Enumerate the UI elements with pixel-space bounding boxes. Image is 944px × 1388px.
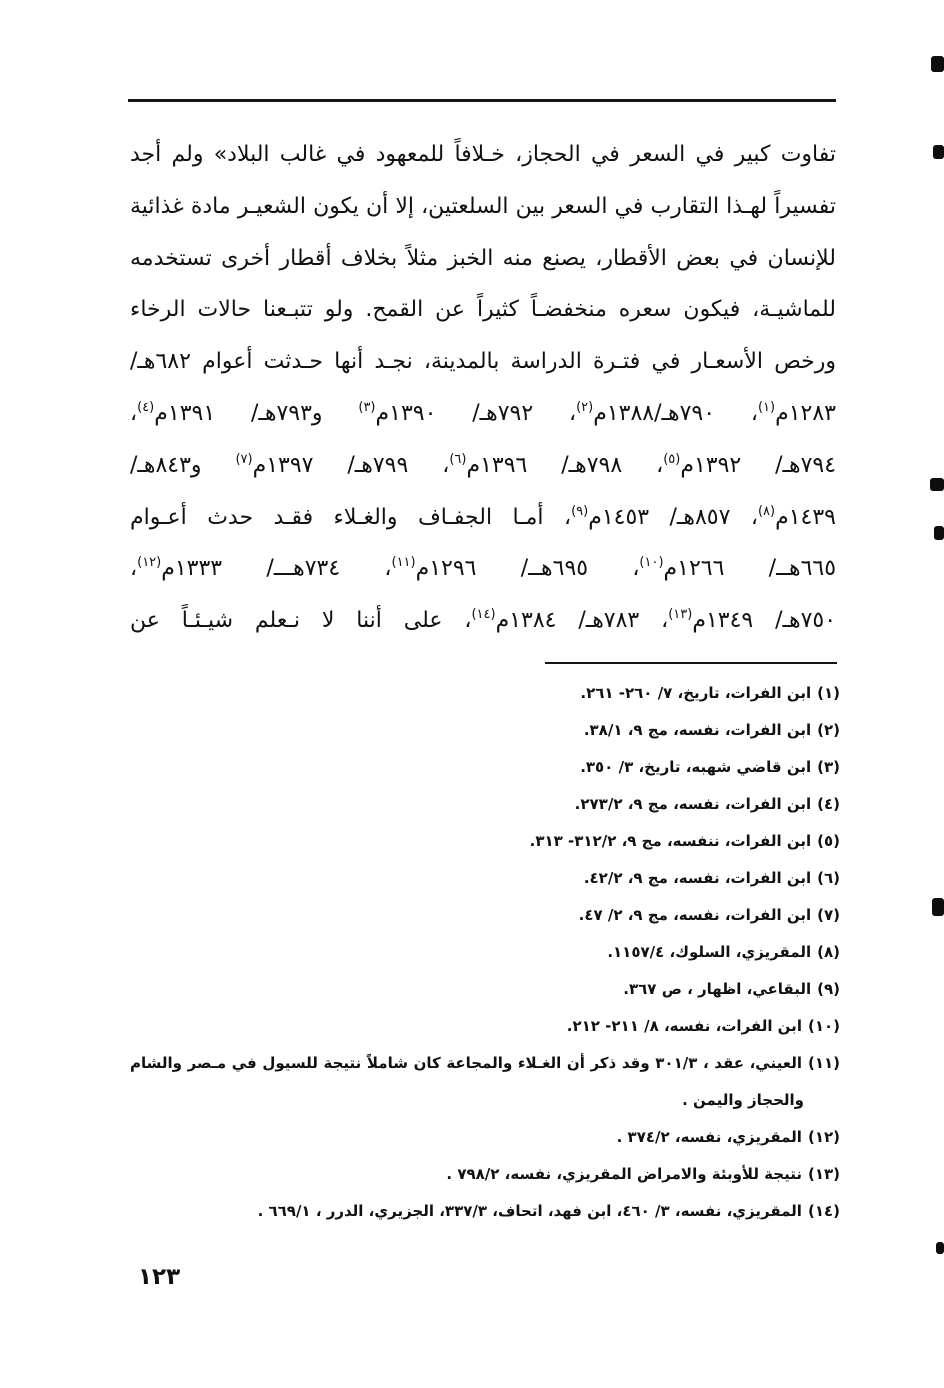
footnote-ref: (١) (757, 399, 776, 415)
footnote-number: (١١) (807, 1054, 840, 1072)
text-segment: تفاوت كبير في السعر في الحجاز، خـلافاً للمعهود في غالب البلاد» ولم أجد (130, 142, 836, 167)
scan-edge-mark (932, 898, 944, 916)
footnote-text: ابن الفرات، ننفسه، مج ٩، ٣١٢/٢- ٣١٣. (529, 832, 812, 850)
footnote-ref: (٧) (235, 451, 253, 467)
footnote (130, 1045, 840, 1082)
footnote-ref: (٩) (571, 503, 589, 519)
footnote-text: ابن الفرات، نفسه، ٨/ ٢١١- ٢١٢. (566, 1017, 802, 1035)
footnote (130, 786, 840, 823)
footnote-text: ابن الفرات، نفسه، مج ٩، ٤٢/٢. (583, 869, 812, 887)
footnote (130, 749, 840, 786)
footnote (130, 1156, 840, 1193)
footnote-ref: (٥) (663, 451, 681, 467)
footnote (130, 934, 840, 971)
footnote-separator (545, 662, 837, 664)
footnote-ref: (١٢) (137, 555, 162, 571)
text-line (130, 129, 836, 181)
text-segment: ١٤٣٩م (775, 504, 836, 530)
text-line (130, 440, 836, 492)
footnote-continuation (130, 1082, 840, 1119)
footnote-text: ابن الفرات، نفسه، مج ٩، ٢٧٣/٢. (574, 795, 812, 813)
footnote-number: (١٠) (807, 1017, 840, 1035)
footnote-ref: (٦) (449, 451, 467, 467)
footnote-text: المقريزي، نفسه، ٣٧٤/٢ . (616, 1128, 802, 1146)
text-segment: ١٢٨٣م (775, 400, 836, 426)
text-segment: و٨٤٣هـ/ (130, 452, 236, 478)
footnote-text: نتيجة للأوبئة والامراض المقريزي، نفسه، ٧٩٨/٢ . (446, 1165, 802, 1183)
footnote-number: (٨) (817, 943, 840, 961)
scan-edge-mark (934, 526, 944, 540)
footnote-ref: (١١) (391, 555, 416, 571)
text-line (130, 595, 836, 647)
footnote-number: (١٣) (807, 1165, 840, 1183)
text-segment: ، (130, 556, 138, 582)
footnote-ref: (٣) (358, 399, 376, 415)
footnote (130, 823, 840, 860)
footnote-text: ابن الفرات، تاريخ، ٧/ ٢٦٠- ٢٦١. (580, 684, 812, 702)
footnote-ref: (١٤) (471, 607, 496, 623)
text-segment: للماشيـة، فيكون سعره منخفضـاً كثيراً عن القمح. ولو تتبـعنا حالات الرخاء (130, 297, 836, 323)
text-line (130, 543, 836, 595)
footnote-number: (٦) (817, 869, 840, 887)
text-segment: و٧٩٣هـ/ ١٣٩١م (154, 400, 359, 426)
text-segment: ، (130, 400, 138, 426)
text-line (130, 492, 836, 544)
text-segment: ، ٧٩٨هـ/ ١٣٩٦م (466, 452, 664, 478)
main-text (130, 129, 836, 647)
text-segment: للإنسان في بعض الأقطار، يصنع منه الخبز مثلاً بخلاف أقطار أخرى تستخدمه (130, 245, 836, 271)
text-segment: ، أمـا الجفـاف والغـلاء فقـد حدث أعـوام (130, 504, 572, 530)
footnote (130, 712, 840, 749)
footnote-number: (٢) (817, 721, 840, 739)
text-segment: ، ٦٩٥هــ/ ١٢٩٦م (415, 556, 640, 582)
text-segment: ، ٨٥٧هـ/ ١٤٥٣م (588, 504, 758, 530)
text-segment: ورخص الأسعـار في فتـرة الدراسة بالمدينة، نجـد أنها حـدثت أعوام ٦٨٢هـ/ (130, 349, 836, 375)
text-segment: ٦٦٥هــ/ ١٢٦٦م (663, 556, 837, 582)
footnote-number: (١٢) (807, 1128, 840, 1146)
footnote-text: والحجاز واليمن . (682, 1091, 804, 1109)
footnote (130, 971, 840, 1008)
footnote-ref: (٤) (137, 399, 155, 415)
footnote-text: البقاعي، اظهار ، ص ٣٦٧. (623, 980, 812, 998)
footnote-number: (٩) (817, 980, 840, 998)
footnote-text: المقريزي، نفسه، ٣/ ٤٦٠، ابن فهد، اتحاف، ٣٣٧/٣، الجزيري، الدرر ، ٦٦٩/١ . (257, 1202, 802, 1220)
text-segment: ٧٩٤هـ/ ١٣٩٢م (680, 452, 837, 478)
footnote-number: (١٤) (807, 1202, 840, 1220)
footnote-number: (٣) (817, 758, 840, 776)
page-number: ١٢٣ (138, 1264, 181, 1290)
footnote-number: (٤) (817, 795, 840, 813)
text-segment: ، ٧٩٩هـ/ ١٣٩٧م (252, 452, 450, 478)
footnote (130, 897, 840, 934)
text-line (130, 284, 836, 336)
footnote-ref: (١٣) (668, 607, 693, 623)
text-line (130, 181, 836, 233)
text-segment: تفسيراً لهـذا التقارب في السعر بين السلعتين، إلا أن يكون الشعيـر مادة غذائية (130, 193, 836, 219)
text-segment: ، ٧٩٠هـ/١٣٨٨م (593, 400, 758, 426)
scan-edge-mark (933, 145, 944, 159)
footnote (130, 1193, 840, 1230)
footnote (130, 1008, 840, 1045)
footnote-ref: (٨) (757, 503, 776, 519)
footnote-text: ابن قاضي شهبه، تاريخ، ٣/ ٣٥٠. (580, 758, 812, 776)
footnote-text: العيني، عقد ، ٣٠١/٣ وقد ذكر أن الغـلاء والمجاعة كان شاملاً نتيجة للسيول في مـصر والشام (130, 1054, 802, 1072)
footnote-text: ابن الفرات، نفسه، مج ٩، ٣٨/١. (583, 721, 812, 739)
footnote-text: ابن الفرات، نفسه، مج ٩، ٢/ ٤٧. (578, 906, 812, 924)
footnote-number: (١) (817, 684, 840, 702)
text-segment: ، على أننا لا نـعلم شيـئـاً عن (130, 608, 472, 634)
text-segment: ، ٧٩٢هـ/ ١٣٩٠م (375, 400, 577, 426)
text-segment: ، ٧٨٣هـ/ ١٣٨٤م (495, 608, 669, 634)
footnote (130, 860, 840, 897)
scan-edge-mark (930, 478, 944, 491)
text-line (130, 336, 836, 388)
text-segment: ٧٥٠هـ/ ١٣٤٩م (692, 608, 837, 634)
footnote-ref: (١٠) (639, 555, 664, 571)
footnote-ref: (٢) (576, 399, 594, 415)
scan-edge-mark (936, 1242, 944, 1254)
footnote-text: المقريزي، السلوك، ١١٥٧/٤. (607, 943, 812, 961)
text-line (130, 233, 836, 285)
footnote-number: (٧) (817, 906, 840, 924)
footnote (130, 1119, 840, 1156)
text-segment: ، ٧٣٤هـــ/ ١٣٣٣م (161, 556, 392, 582)
footnote-number: (٥) (817, 832, 840, 850)
scan-edge-mark (931, 56, 944, 72)
footnotes (130, 675, 840, 1230)
text-line (130, 388, 836, 440)
footnote (130, 675, 840, 712)
header-rule (128, 99, 836, 102)
